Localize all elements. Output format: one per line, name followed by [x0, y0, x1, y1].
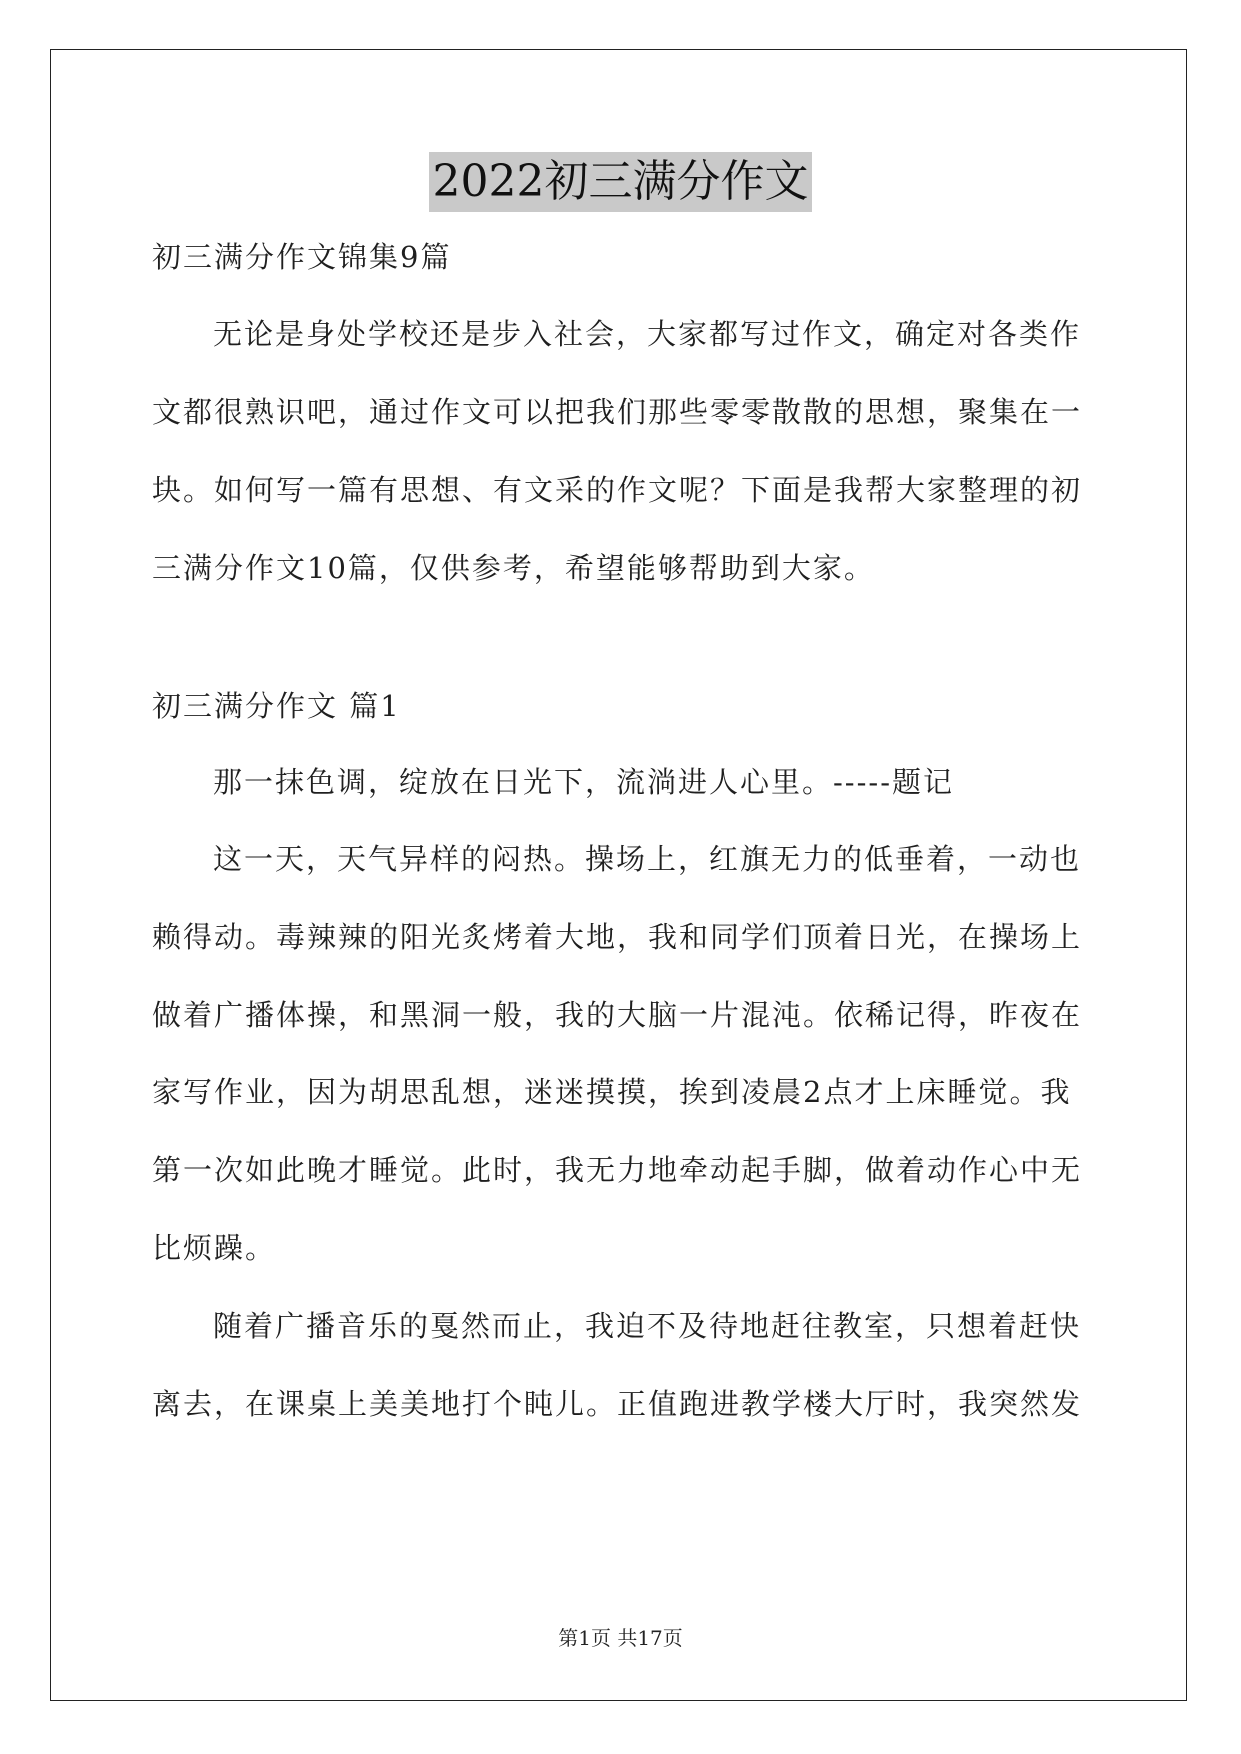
- intro-line: 无论是身处学校还是步入社会，大家都写过作文，确定对各类作: [213, 317, 1082, 351]
- page-footer: 第1页 共17页: [558, 1626, 683, 1650]
- document-title: 2022初三满分作文: [429, 152, 813, 212]
- intro-line: 块。如何写一篇有思想、有文采的作文呢？下面是我帮大家整理的初: [152, 473, 1083, 507]
- paragraph-line: 家写作业，因为胡思乱想，迷迷摸摸，挨到凌晨2点才上床睡觉。我: [152, 1075, 1072, 1109]
- epigraph: 那一抹色调，绽放在日光下，流淌进人心里。-----题记: [213, 765, 954, 799]
- paragraph-line: 比烦躁。: [152, 1231, 277, 1265]
- section-heading: 初三满分作文 篇1: [152, 689, 401, 723]
- paragraph-line: 这一天，天气异样的闷热。操场上，红旗无力的低垂着，一动也: [213, 842, 1082, 876]
- paragraph-line: 赖得动。毒辣辣的阳光炙烤着大地，我和同学们顶着日光，在操场上: [152, 920, 1083, 954]
- intro-line: 文都很熟识吧，通过作文可以把我们那些零零散散的思想，聚集在一: [152, 395, 1083, 429]
- paragraph-line: 第一次如此晚才睡觉。此时，我无力地牵动起手脚，做着动作心中无: [152, 1153, 1083, 1187]
- document-subtitle: 初三满分作文锦集9篇: [152, 240, 452, 274]
- intro-line: 三满分作文10篇，仅供参考，希望能够帮助到大家。: [152, 551, 875, 585]
- paragraph-line: 随着广播音乐的戛然而止，我迫不及待地赶往教室，只想着赶快: [213, 1309, 1082, 1343]
- paragraph-line: 做着广播体操，和黑洞一般，我的大脑一片混沌。依稀记得，昨夜在: [152, 998, 1083, 1032]
- title-container: [0, 152, 1241, 212]
- paragraph-line: 离去，在课桌上美美地打个盹儿。正值跑进教学楼大厅时，我突然发: [152, 1387, 1083, 1421]
